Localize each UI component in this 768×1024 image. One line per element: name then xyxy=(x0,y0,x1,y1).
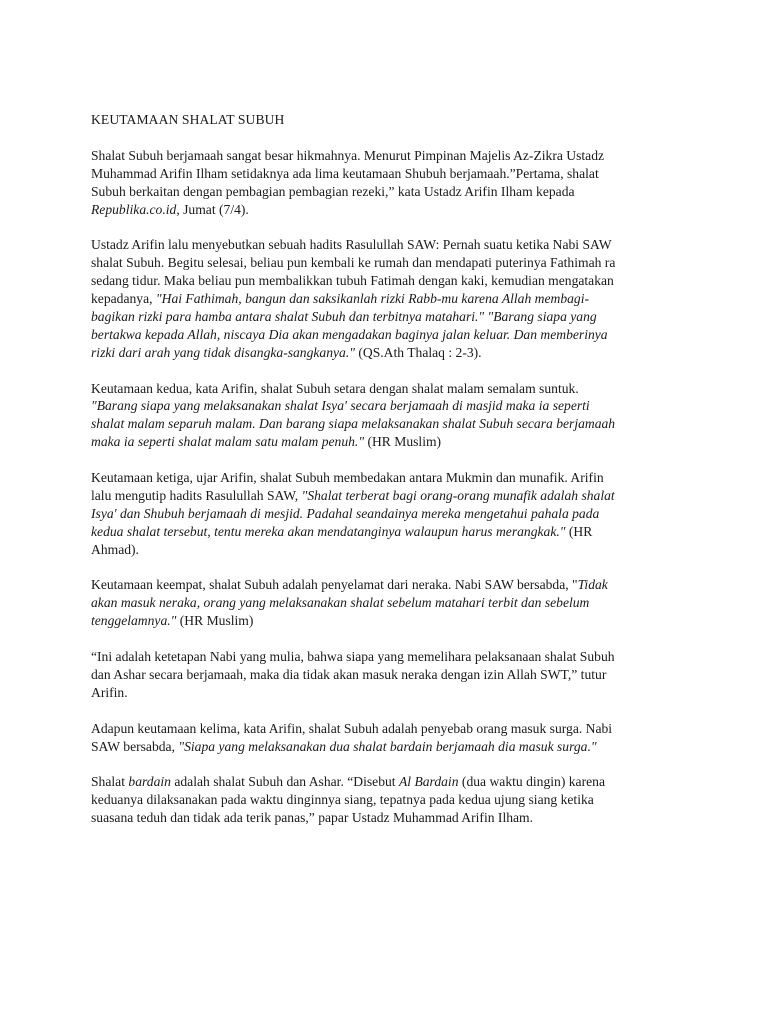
italic-run: akan masuk neraka, orang yang melaksanakan shalat sebelum matahari terbit dan sebelum xyxy=(91,595,590,611)
text-line xyxy=(91,147,681,165)
text-line xyxy=(91,469,681,487)
document-title: KEUTAMAAN SHALAT SUBUH xyxy=(91,112,285,127)
text-line xyxy=(91,791,681,809)
text-line xyxy=(91,397,681,415)
paragraph xyxy=(91,147,681,219)
italic-run: bardain xyxy=(128,774,171,790)
text-run: Shalat xyxy=(91,774,129,790)
text-run: adalah shalat Subuh dan Ashar. “Disebut xyxy=(170,774,399,790)
text-line xyxy=(91,523,681,541)
text-line xyxy=(91,290,681,308)
text-line xyxy=(91,165,681,183)
text-line xyxy=(91,272,681,290)
text-line xyxy=(91,576,681,594)
text-run: dan Ashar secara berjamaah, maka dia tidak akan masuk neraka dengan izin Allah SWT,” tutur xyxy=(91,667,607,682)
text-run: SAW bersabda, xyxy=(91,738,179,754)
paragraph xyxy=(91,720,681,756)
italic-run: tenggelamnya." xyxy=(91,613,177,629)
italic-run: "Siapa yang melaksanakan dua shalat bardain berjamaah dia masuk surga." xyxy=(178,738,597,754)
text-run: Keutamaan ketiga, ujar Arifin, shalat Subuh membedakan antara Mukmin dan munafik. Arifin xyxy=(91,470,604,486)
text-line xyxy=(91,308,681,326)
text-line xyxy=(91,236,681,254)
text-run: Muhammad Arifin Ilham setidaknya ada lima keutamaan Shubuh berjamaah.”Pertama, shalat xyxy=(91,165,599,181)
text-line xyxy=(91,648,681,666)
paragraph xyxy=(91,576,681,630)
italic-run: Isya' dan Shubuh berjamaah di mesjid. Padahal seandainya mereka mengetahui pahala pada xyxy=(91,505,600,521)
text-run: (HR Muslim) xyxy=(176,613,254,629)
text-line xyxy=(91,326,681,344)
document-body xyxy=(91,111,681,845)
paragraph xyxy=(91,773,681,827)
text-line xyxy=(91,433,681,451)
italic-run: "Barang siapa yang melaksanakan shalat Isya' secara berjamaah di masjid maka ia seperti xyxy=(91,398,590,414)
italic-run: Al Bardain xyxy=(398,774,459,790)
text-line xyxy=(91,380,681,398)
text-run: Shalat Subuh berjamaah sangat besar hikmahnya. Menurut Pimpinan Majelis Az-Zikra Ustadz xyxy=(91,147,605,163)
italic-run: "Shalat terberat bagi orang-orang munafik adalah shalat xyxy=(301,487,615,503)
italic-run: shalat malam separuh malam. Dan barang siapa melaksanakan shalat Subuh secara berjamaah xyxy=(91,416,616,432)
text-run: (HR xyxy=(565,523,593,539)
text-run: Keutamaan keempat, shalat Subuh adalah penyelamat dari neraka. Nabi SAW bersabda, " xyxy=(91,577,578,593)
italic-run: Tidak xyxy=(577,577,608,593)
text-line xyxy=(91,183,681,201)
text-run: Keutamaan kedua, kata Arifin, shalat Subuh setara dengan shalat malam semalam suntuk. xyxy=(91,380,579,396)
text-run: Adapun keutamaan kelima, kata Arifin, shalat Subuh adalah penyebab orang masuk surga. Nabi xyxy=(91,720,613,736)
text-line xyxy=(91,254,681,272)
text-run: (QS.Ath Thalaq : 2-3). xyxy=(354,344,482,360)
text-line xyxy=(91,415,681,433)
text-run: Ustadz Arifin lalu menyebutkan sebuah hadits Rasulullah SAW: Pernah suatu ketika Nabi SAW xyxy=(91,237,612,253)
text-line xyxy=(91,201,681,219)
paragraph-list xyxy=(91,147,681,827)
text-line xyxy=(91,541,681,559)
text-line xyxy=(91,505,681,523)
text-run: “Ini adalah ketetapan Nabi yang mulia, bahwa siapa yang memelihara pelaksanaan shalat Subuh xyxy=(91,649,615,665)
text-line xyxy=(91,738,681,756)
text-line xyxy=(91,594,681,612)
text-line xyxy=(91,720,681,738)
paragraph xyxy=(91,236,681,361)
text-line xyxy=(91,773,681,791)
text-run: Ahmad). xyxy=(91,541,139,557)
text-line xyxy=(91,809,681,827)
paragraph xyxy=(91,648,681,702)
text-line xyxy=(91,612,681,630)
text-run: lalu mengutip hadits Rasulullah SAW, xyxy=(91,487,302,503)
text-run: kepadanya, xyxy=(91,291,156,307)
text-run: Subuh berkaitan dengan pembagian pembagian rezeki,” kata Ustadz Arifin Ilham kepada xyxy=(91,183,575,199)
text-line xyxy=(91,487,681,505)
text-run: (HR Muslim) xyxy=(364,434,442,450)
text-run: , Jumat (7/4). xyxy=(176,201,249,217)
italic-run: bertakwa kepada Allah, niscaya Dia akan mengadakan baginya jalan keluar. Dan memberinya xyxy=(91,326,608,342)
italic-run: kedua shalat tersebut, tentu mereka akan mendatanginya walaupun harus merangkak." xyxy=(91,523,566,539)
italic-run: maka ia seperti shalat malam satu malam penuh." xyxy=(91,434,365,450)
text-run: (dua waktu dingin) karena xyxy=(458,774,605,790)
text-run: Arifin. xyxy=(91,684,128,700)
text-run: sedang tidur. Maka beliau pun membalikkan tubuh Fatimah dengan kaki, kemudian mengatakan xyxy=(91,273,614,289)
text-line xyxy=(91,344,681,362)
paragraph xyxy=(91,380,681,452)
italic-run: "Hai Fathimah, bangun dan saksikanlah rizki Rabb-mu karena Allah membagi- xyxy=(155,291,590,307)
italic-run: rizki dari arah yang tidak disangka-sangkanya." xyxy=(91,344,355,360)
paragraph xyxy=(91,469,681,559)
italic-run: bagikan rizki para hamba antara shalat Subuh dan terbitnya matahari." "Barang siapa yang xyxy=(91,308,597,324)
text-line xyxy=(91,684,681,702)
text-run: keduanya dilaksanakan pada waktu dinginnya siang, tepatnya pada kedua ujung siang ketika xyxy=(91,792,594,808)
text-run: shalat Subuh. Begitu selesai, beliau pun kembali ke rumah dan mendapati puterinya Fathimah ra xyxy=(91,255,616,271)
italic-run: Republika.co.id xyxy=(91,201,177,217)
text-run: suasana teduh dan tidak ada terik panas,” papar Ustadz Muhammad Arifin Ilham. xyxy=(91,810,534,826)
text-line xyxy=(91,666,681,684)
